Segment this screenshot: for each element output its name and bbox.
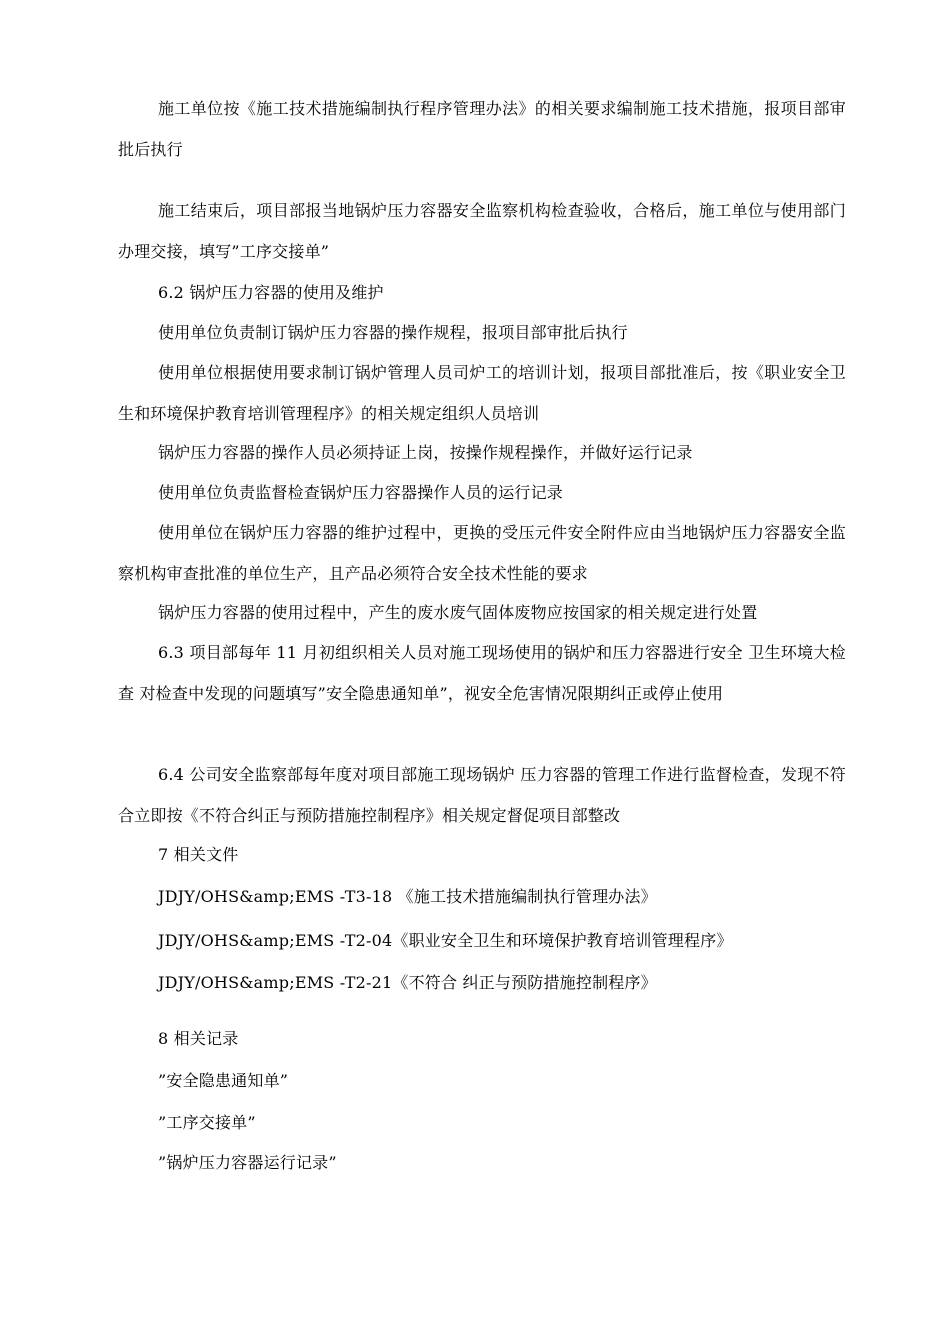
related-record-item: ”安全隐患通知单” xyxy=(158,1071,289,1090)
paragraph-construction-measures: 施工单位按《施工技术措施编制执行程序管理办法》的相关要求编制施工技术措施，报项目部审批后执行 xyxy=(118,99,846,159)
section-heading-6-2: 6.2 锅炉压力容器的使用及维护 xyxy=(158,283,384,302)
related-file-item: JDJY/OHS&amp;EMS -T2-04《职业安全卫生和环境保护教育培训管理程序》 xyxy=(158,931,733,950)
related-file-item: JDJY/OHS&amp;EMS -T2-21《不符合 纠正与预防措施控制程序》 xyxy=(158,973,657,992)
section-paragraph-6-3: 6.3 项目部每年 11 月初组织相关人员对施工现场使用的锅炉和压力容器进行安全 卫生环境大检查 对检查中发现的问题填写”安全隐患通知单”，视安全危害情况限期纠正或停止使用 xyxy=(118,643,846,703)
paragraph-supervise-records: 使用单位负责监督检查锅炉压力容器操作人员的运行记录 xyxy=(158,483,564,502)
paragraph-waste-disposal: 锅炉压力容器的使用过程中，产生的废水废气固体废物应按国家的相关规定进行处置 xyxy=(158,603,758,622)
paragraph-certified-operators: 锅炉压力容器的操作人员必须持证上岗，按操作规程操作，并做好运行记录 xyxy=(158,443,693,462)
paragraph-maintenance-parts: 使用单位在锅炉压力容器的维护过程中，更换的受压元件安全附件应由当地锅炉压力容器安全监察机构审查批准的单位生产，且产品必须符合安全技术性能的要求 xyxy=(118,523,846,583)
section-heading-related-files: 7 相关文件 xyxy=(158,845,239,864)
section-paragraph-6-4: 6.4 公司安全监察部每年度对项目部施工现场锅炉 压力容器的管理工作进行监督检查，发现不符合立即按《不符合纠正与预防措施控制程序》相关规定督促项目部整改 xyxy=(118,765,846,825)
related-file-item: JDJY/OHS&amp;EMS -T3-18 《施工技术措施编制执行管理办法》 xyxy=(158,887,657,906)
paragraph-training-plan: 使用单位根据使用要求制订锅炉管理人员司炉工的培训计划，报项目部批准后，按《职业安全卫生和环境保护教育培训管理程序》的相关规定组织人员培训 xyxy=(118,363,846,423)
section-heading-related-records: 8 相关记录 xyxy=(158,1029,239,1048)
related-record-item: ”工序交接单” xyxy=(158,1113,256,1132)
paragraph-operating-rules: 使用单位负责制订锅炉压力容器的操作规程，报项目部审批后执行 xyxy=(158,323,628,342)
related-record-item: ”锅炉压力容器运行记录” xyxy=(158,1153,337,1172)
paragraph-acceptance-handover: 施工结束后，项目部报当地锅炉压力容器安全监察机构检查验收，合格后，施工单位与使用部门办理交接，填写”工序交接单” xyxy=(118,201,846,261)
